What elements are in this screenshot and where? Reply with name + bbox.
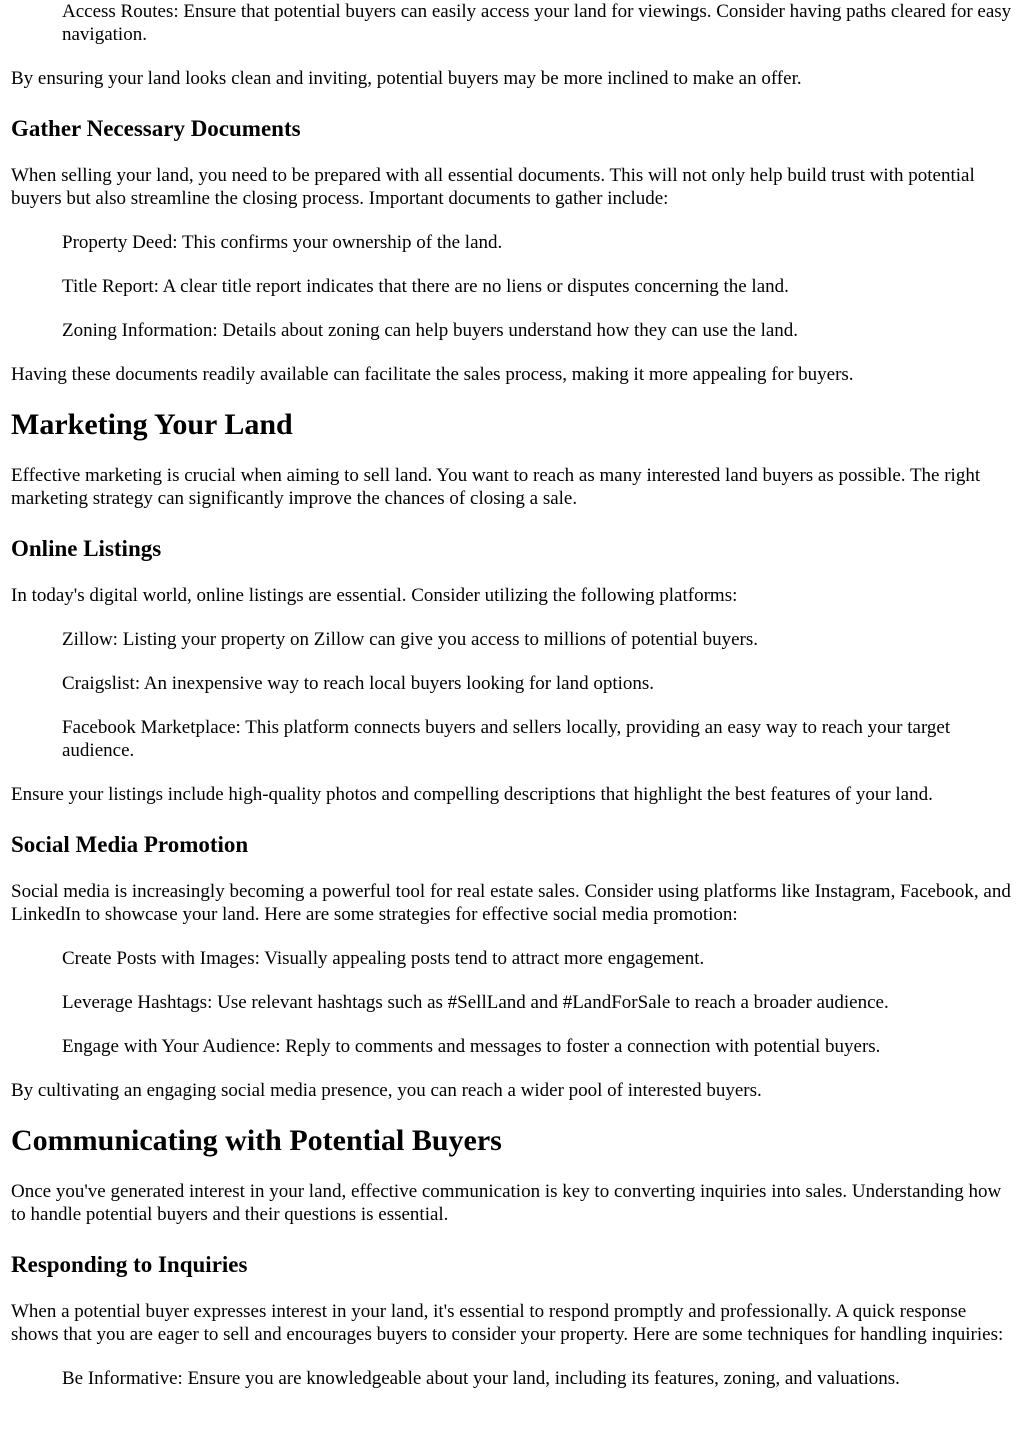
paragraph-clean-inviting: By ensuring your land looks clean and inviting, potential buyers may be more inclined to make an offer. xyxy=(11,68,802,89)
list-item-facebook-marketplace: Facebook Marketplace: This platform connects buyers and sellers locally, providing an easy way to reach your target audience. xyxy=(62,717,951,761)
paragraph-social-media-closing: By cultivating an engaging social media presence, you can reach a wider pool of interested buyers. xyxy=(11,1080,762,1101)
list-item-zillow: Zillow: Listing your property on Zillow can give you access to millions of potential buyers. xyxy=(62,629,759,650)
heading-communicating-buyers: Communicating with Potential Buyers xyxy=(11,1124,502,1157)
list-item-craigslist: Craigslist: An inexpensive way to reach local buyers looking for land options. xyxy=(62,673,655,694)
paragraph-documents-closing: Having these documents readily available can facilitate the sales process, making it more appealing for buyers. xyxy=(11,364,854,385)
list-item-be-informative: Be Informative: Ensure you are knowledgeable about your land, including its features, zoning, and valuations. xyxy=(62,1368,900,1389)
heading-social-media-promotion: Social Media Promotion xyxy=(11,832,249,857)
list-item-property-deed: Property Deed: This confirms your ownership of the land. xyxy=(62,232,503,253)
list-item-access-routes: Access Routes: Ensure that potential buyers can easily access your land for viewings. Consider having paths cleared for easy navigation. xyxy=(62,1,1012,45)
paragraph-documents-intro: When selling your land, you need to be prepared with all essential documents. This will not only help build trust with potential buyers but also streamline the closing process. Important documents to gather include: xyxy=(11,165,975,209)
heading-online-listings: Online Listings xyxy=(11,536,162,561)
paragraph-online-listings-closing: Ensure your listings include high-quality photos and compelling descriptions that highlight the best features of your land. xyxy=(11,784,933,805)
list-item-create-posts: Create Posts with Images: Visually appealing posts tend to attract more engagement. xyxy=(62,948,705,969)
list-item-zoning-info: Zoning Information: Details about zoning can help buyers understand how they can use the land. xyxy=(62,320,799,341)
list-item-leverage-hashtags: Leverage Hashtags: Use relevant hashtags such as #SellLand and #LandForSale to reach a broader audience. xyxy=(62,992,889,1013)
paragraph-marketing-intro: Effective marketing is crucial when aiming to sell land. You want to reach as many interested land buyers as possible. The right marketing strategy can significantly improve the chances of closing a sale. xyxy=(11,465,981,509)
heading-responding-inquiries: Responding to Inquiries xyxy=(11,1252,248,1277)
paragraph-social-media-intro: Social media is increasingly becoming a powerful tool for real estate sales. Consider using platforms like Instagram, Facebook, and LinkedIn to showcase your land. Here are some strategies for effective social media promotion: xyxy=(11,881,1011,925)
list-item-engage-audience: Engage with Your Audience: Reply to comments and messages to foster a connection with potential buyers. xyxy=(62,1036,881,1057)
paragraph-inquiries-intro: When a potential buyer expresses interest in your land, it's essential to respond promptly and professionally. A quick response shows that you are eager to sell and encourages buyers to consider your property. Here are some techniques for handling inquiries: xyxy=(11,1301,1004,1345)
paragraph-online-listings-intro: In today's digital world, online listings are essential. Consider utilizing the following platforms: xyxy=(11,585,738,606)
list-item-title-report: Title Report: A clear title report indicates that there are no liens or disputes concerning the land. xyxy=(62,276,789,297)
paragraph-communicating-intro: Once you've generated interest in your land, effective communication is key to converting inquiries into sales. Understanding how to handle potential buyers and their questions is essential. xyxy=(11,1181,1002,1225)
heading-gather-documents: Gather Necessary Documents xyxy=(11,116,301,141)
heading-marketing-your-land: Marketing Your Land xyxy=(11,408,293,441)
